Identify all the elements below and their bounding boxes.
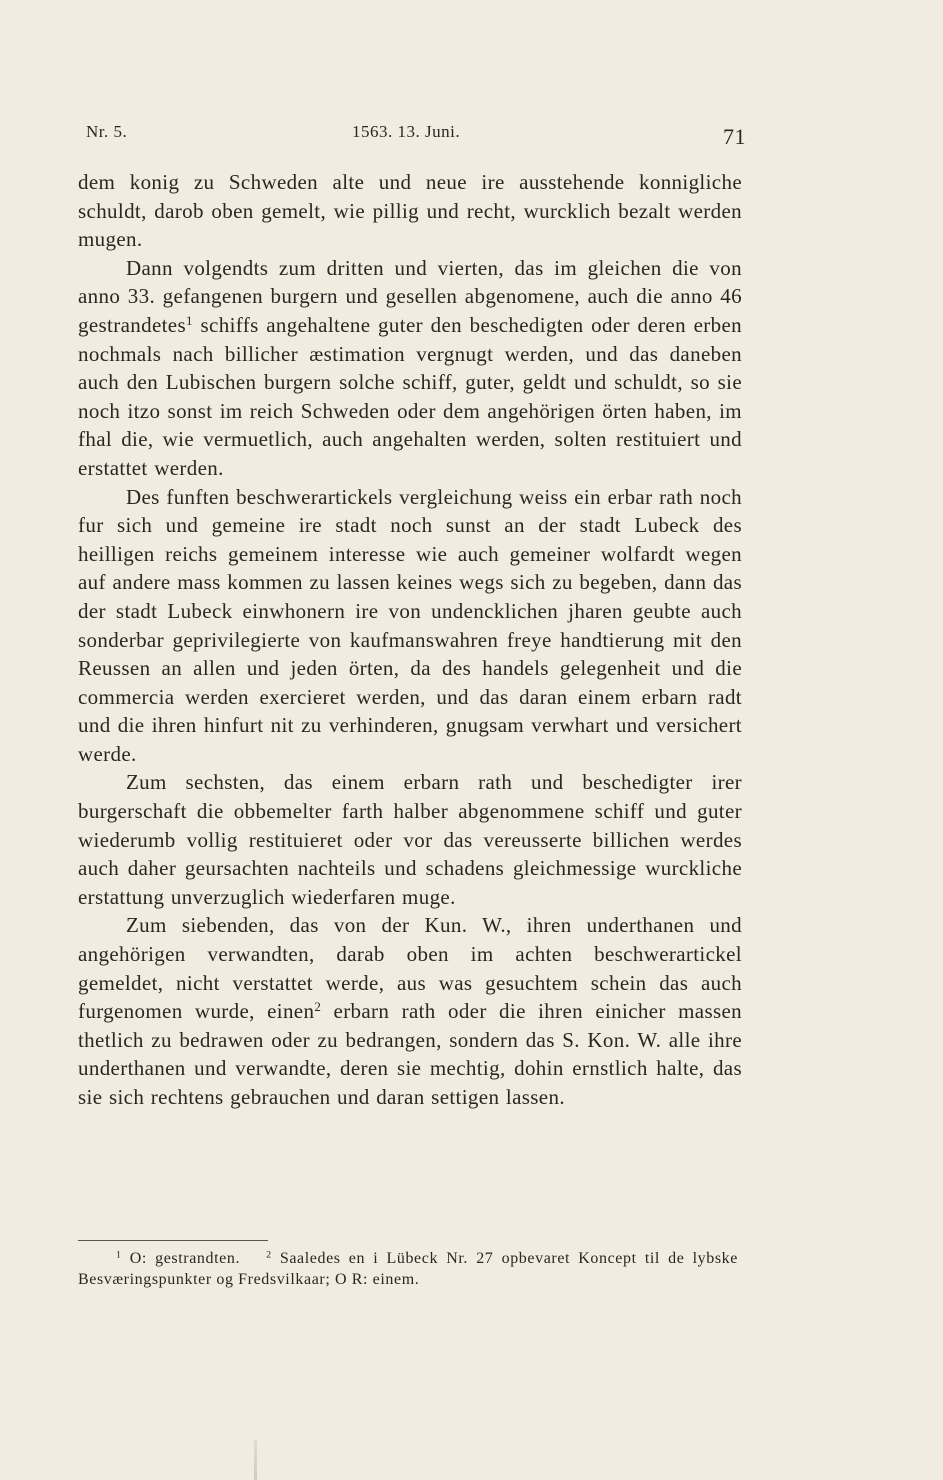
page-number: 71: [723, 124, 746, 149]
footnote-block: [78, 1248, 738, 1290]
footnote-2-marker: 2: [266, 1249, 272, 1261]
footnote-2-text: Saaledes en i Lübeck Nr. 27 opbevaret Koncept til de lybske Besværingspunkter og Fredsvilkaar; O R: einem.: [78, 1250, 738, 1288]
paragraph-5: [78, 911, 742, 1111]
paragraph-4: Zum sechsten, das einem erbarn rath und beschedigter irer burgerschaft die obbemelter farth halber abgenommene schiff und guter wiederumb vollig restituieret oder vor das vereusserte billichen werdes auch daher geursachten nachteils und schadens gleichmessige wurckliche erstattung unverzuglich wiederfaren muge.: [78, 770, 742, 909]
paragraph-1: dem konig zu Schweden alte und neue ire ausstehende konnigliche schuldt, darob oben gemelt, wie pillig und recht, wurcklich bezalt werden mugen.: [78, 170, 742, 252]
document-date: 1563. 13. Juni.: [352, 122, 461, 141]
paragraph-5-text-b: erbarn rath oder die ihren einicher massen thetlich zu bedrawen oder zu bedrangen, sondern das S. Kon. W. alle ihre underthanen und verwandte, deren sie mechtig, dohin ernstlich halte, das sie sich rechtens gebrauchen und daran settigen lassen.: [78, 999, 743, 1109]
body-text: [78, 168, 742, 1112]
footnote-ref-1: 1: [186, 312, 193, 328]
footnote-1-text: O: gestrandten.: [129, 1250, 241, 1267]
paragraph-3: Des funften beschwerartickels vergleichung weiss ein erbar rath noch fur sich und gemeine ire stadt noch sunst an der stadt Lubeck des heilligen reichs gemeinem interesse wie auch gemeiner wolfardt wegen auf andere mass kommen zu lassen keines wegs sich zu begeben, dann das der stadt Lubeck einwhonern ire von undencklichen jharen geubte auch sonderbar geprivilegierte von kaufmanswahren freye handtierung mit den Reussen an allen und jeden örten, da des handels gelegenheit und die commercia werden exercieret werden, und das daran einem erbarn radt und die ihren hinfurt nit zu verhinderen, gnugsam verwhart und versichert werde.: [78, 484, 742, 766]
footnote-ref-2: 2: [314, 999, 322, 1015]
footnotes: [78, 1248, 738, 1290]
running-header: [86, 122, 746, 150]
paragraph-2-text-b: schiffs angehaltene guter den beschedigten oder deren erben nochmals nach billicher æstimation vergnugt werden, und das daneben auch den Lubischen burgern solche schiff, guter, geldt und schuldt, so sie noch itzo sonst im reich Schweden oder dem angehörigen örten haben, im fhal die, wie vermuetlich, auch angehalten werden, solten restituiert und erstattet werden.: [78, 312, 742, 480]
paragraph-2: [78, 254, 742, 483]
footnote-1-marker: 1: [116, 1249, 122, 1261]
scan-artifact: [254, 1440, 257, 1480]
paragraph-5-text-a: Zum siebenden, das von der Kun. W., ihren underthanen und angehörigen verwandten, darab oben im achten beschwerartickel gemeldet, nicht verstattet werde, aus was gesuchtem schein das auch furgenomen wurde, einen: [78, 913, 742, 1024]
document-number: Nr. 5.: [86, 122, 128, 141]
footnote-divider: [78, 1240, 268, 1241]
paragraph-2-text-a: Dann volgendts zum dritten und vierten, das im gleichen die von anno 33. gefangenen burgern und gesellen abgenomene, auch die anno 46 gestrandetes: [78, 255, 742, 337]
